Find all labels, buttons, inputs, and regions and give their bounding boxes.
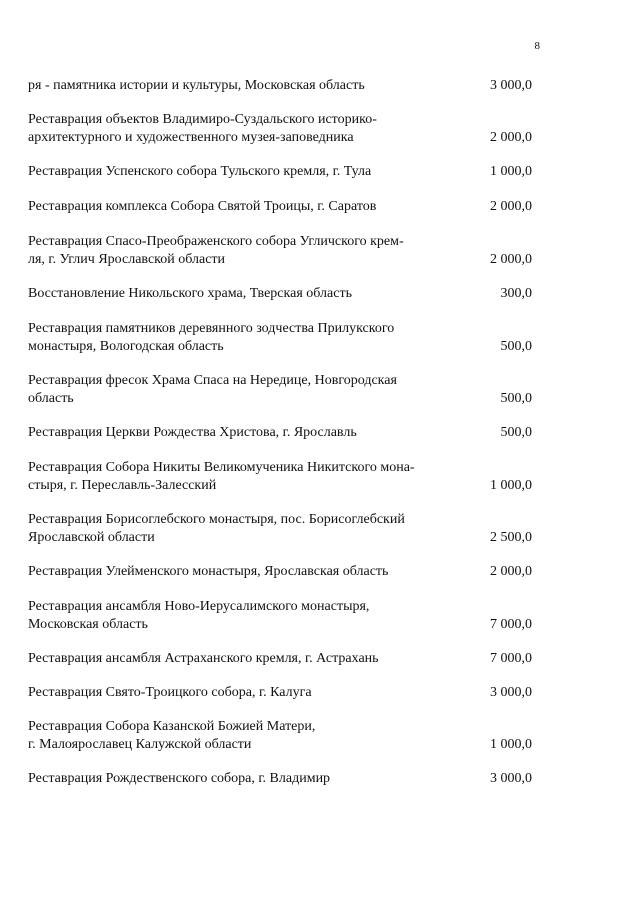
row-description-line: Реставрация Рождественского собора, г. Владимир — [28, 771, 331, 786]
row-amount: 2 000,0 — [490, 130, 532, 145]
row-amount: 2 500,0 — [490, 530, 532, 545]
row-amount: 300,0 — [500, 286, 532, 301]
row-amount: 2 000,0 — [490, 199, 532, 214]
row-amount: 3 000,0 — [490, 78, 532, 93]
row-description-line: Реставрация Улейменского монастыря, Ярославская область — [28, 564, 389, 579]
row-description-line: Реставрация комплекса Собора Святой Троицы, г. Саратов — [28, 199, 377, 214]
row-description — [28, 320, 458, 356]
row-amount: 3 000,0 — [490, 685, 532, 700]
row-description-line: ря - памятника истории и культуры, Московская область — [28, 78, 365, 93]
row-amount: 7 000,0 — [490, 617, 532, 632]
row-description-line: Восстановление Никольского храма, Тверская область — [28, 286, 352, 301]
row-amount: 1 000,0 — [490, 478, 532, 493]
row-description — [28, 650, 458, 668]
row-amount: 2 000,0 — [490, 252, 532, 267]
row-description-line: Реставрация Борисоглебского монастыря, пос. Борисоглебский — [28, 512, 405, 527]
row-description-line: Реставрация объектов Владимиро-Суздальского историко- — [28, 112, 377, 127]
row-amount: 500,0 — [500, 425, 532, 440]
row-description — [28, 424, 458, 442]
row-description — [28, 77, 458, 95]
row-description — [28, 372, 458, 408]
row-description-line: архитектурного и художественного музея-заповедника — [28, 130, 354, 145]
row-description-line: Реставрация Свято-Троицкого собора, г. Калуга — [28, 685, 312, 700]
row-amount: 500,0 — [500, 339, 532, 354]
row-amount: 1 000,0 — [490, 164, 532, 179]
row-description — [28, 718, 458, 754]
page-number: 8 — [534, 40, 540, 52]
row-description — [28, 511, 458, 547]
row-description-line: Реставрация Собора Казанской Божией Матери, — [28, 719, 316, 734]
row-description-line: Реставрация фресок Храма Спаса на Нередице, Новгородская — [28, 373, 397, 388]
row-description-line: Реставрация памятников деревянного зодчества Прилукского — [28, 321, 395, 336]
row-description-line: Реставрация Спасо-Преображенского собора Угличского крем- — [28, 234, 404, 249]
row-description-line: Реставрация ансамбля Ново-Иерусалимского монастыря, — [28, 599, 370, 614]
row-description-line: монастыря, Вологодская область — [28, 339, 224, 354]
row-amount: 3 000,0 — [490, 771, 532, 786]
row-description-line: г. Малоярославец Калужской области — [28, 737, 252, 752]
row-amount: 1 000,0 — [490, 737, 532, 752]
row-description — [28, 163, 458, 181]
row-description-line: Реставрация Успенского собора Тульского кремля, г. Тула — [28, 164, 372, 179]
row-amount: 2 000,0 — [490, 564, 532, 579]
row-description-line: Ярославской области — [28, 530, 155, 545]
row-description — [28, 563, 458, 581]
row-description-line: Московская область — [28, 617, 148, 632]
row-description — [28, 598, 458, 634]
row-description — [28, 111, 458, 147]
row-description — [28, 684, 458, 702]
row-description-line: стыря, г. Переславль-Залесский — [28, 478, 217, 493]
row-description — [28, 285, 458, 303]
row-amount: 7 000,0 — [490, 651, 532, 666]
row-description — [28, 233, 458, 269]
row-amount: 500,0 — [500, 391, 532, 406]
row-description-line: Реставрация ансамбля Астраханского кремля, г. Астрахань — [28, 651, 379, 666]
row-description — [28, 198, 458, 216]
row-description-line: область — [28, 391, 74, 406]
row-description-line: ля, г. Углич Ярославской области — [28, 252, 226, 267]
row-description-line: Реставрация Церкви Рождества Христова, г. Ярославль — [28, 425, 357, 440]
row-description — [28, 459, 458, 495]
row-description-line: Реставрация Собора Никиты Великомученика Никитского мона- — [28, 460, 415, 475]
row-description — [28, 770, 458, 788]
